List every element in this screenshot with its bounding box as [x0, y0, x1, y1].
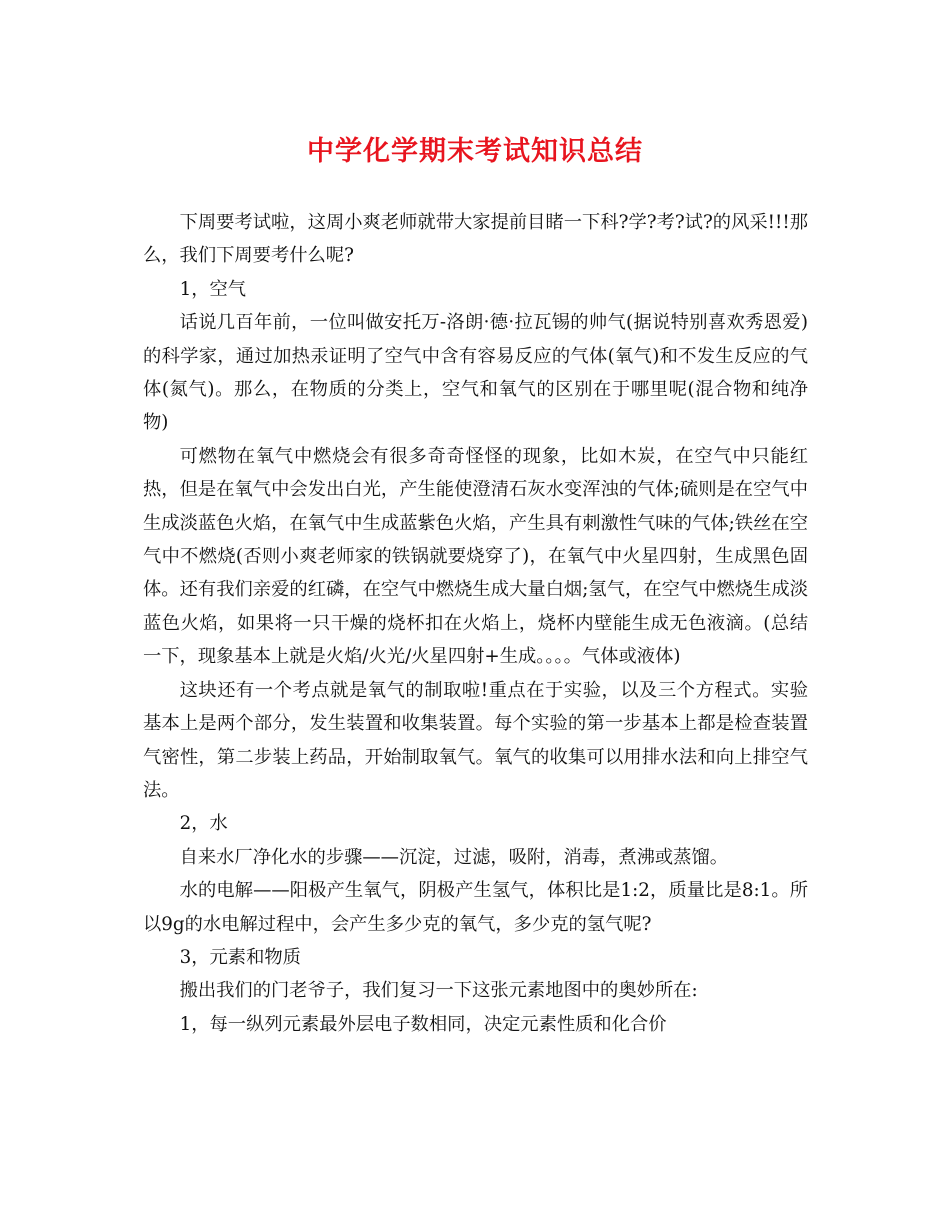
document-title: 中学化学期末考试知识总结	[307, 136, 643, 167]
electrolysis-paragraph: 水的电解——阳极产生氧气，阴极产生氢气，体积比是1:2，质量比是8:1。所以9g的水电解过程中，会产生多少克的氧气，多少克的氢气呢?	[143, 880, 808, 935]
section-heading-air: 1，空气	[179, 278, 247, 300]
section-heading-elements: 3，元素和物质	[179, 946, 301, 968]
water-purification-paragraph: 自来水厂净化水的步骤——沉淀，过滤，吸附，消毒，煮沸或蒸馏。	[179, 846, 729, 868]
section-heading-water: 2，水	[179, 813, 228, 835]
periodic-table-point-1: 1，每一纵列元素最外层电子数相同，决定元素性质和化合价	[179, 1013, 667, 1035]
combustion-paragraph: 可燃物在氧气中燃烧会有很多奇奇怪怪的现象，比如木炭，在空气中只能红热，但是在氧气中会发出白光，产生能使澄清石灰水变浑浊的气体;硫则是在空气中生成淡蓝色火焰，在氧气中生成蓝紫色火焰，产生具有刺激性气味的气体;铁丝在空气中不燃烧(否则小爽老师家的铁锅就要烧穿了)，在氧气中火星四射，生成黑色固体。还有我们亲爱的红磷，在空气中燃烧生成大量白烟;氢气，在空气中燃烧生成淡蓝色火焰，如果将一只干燥的烧杯扣在火焰上，烧杯内壁能生成无色液滴。(总结一下，现象基本上就是火焰/火光/火星四射+生成。。。。气体或液体)	[143, 445, 808, 668]
periodic-table-intro-paragraph: 搬出我们的门老爷子，我们复习一下这张元素地图中的奥妙所在:	[179, 980, 698, 1002]
intro-paragraph: 下周要考试啦，这周小爽老师就带大家提前目睹一下科?学?考?试?的风采!!!那么，我们下周要考什么呢?	[143, 212, 808, 267]
document-body	[143, 206, 808, 1041]
lavoisier-paragraph: 话说几百年前，一位叫做安托万-洛朗·德·拉瓦锡的帅气(据说特别喜欢秀恩爱)的科学家，通过加热汞证明了空气中含有容易反应的气体(氧气)和不发生反应的气体(氮气)。那么，在物质的分类上，空气和氧气的区别在于哪里呢(混合物和纯净物)	[143, 312, 808, 434]
oxygen-preparation-paragraph: 这块还有一个考点就是氧气的制取啦!重点在于实验，以及三个方程式。实验基本上是两个部分，发生装置和收集装置。每个实验的第一步基本上都是检查装置气密性，第二步装上药品，开始制取氧气。氧气的收集可以用排水法和向上排空气法。	[143, 679, 808, 801]
